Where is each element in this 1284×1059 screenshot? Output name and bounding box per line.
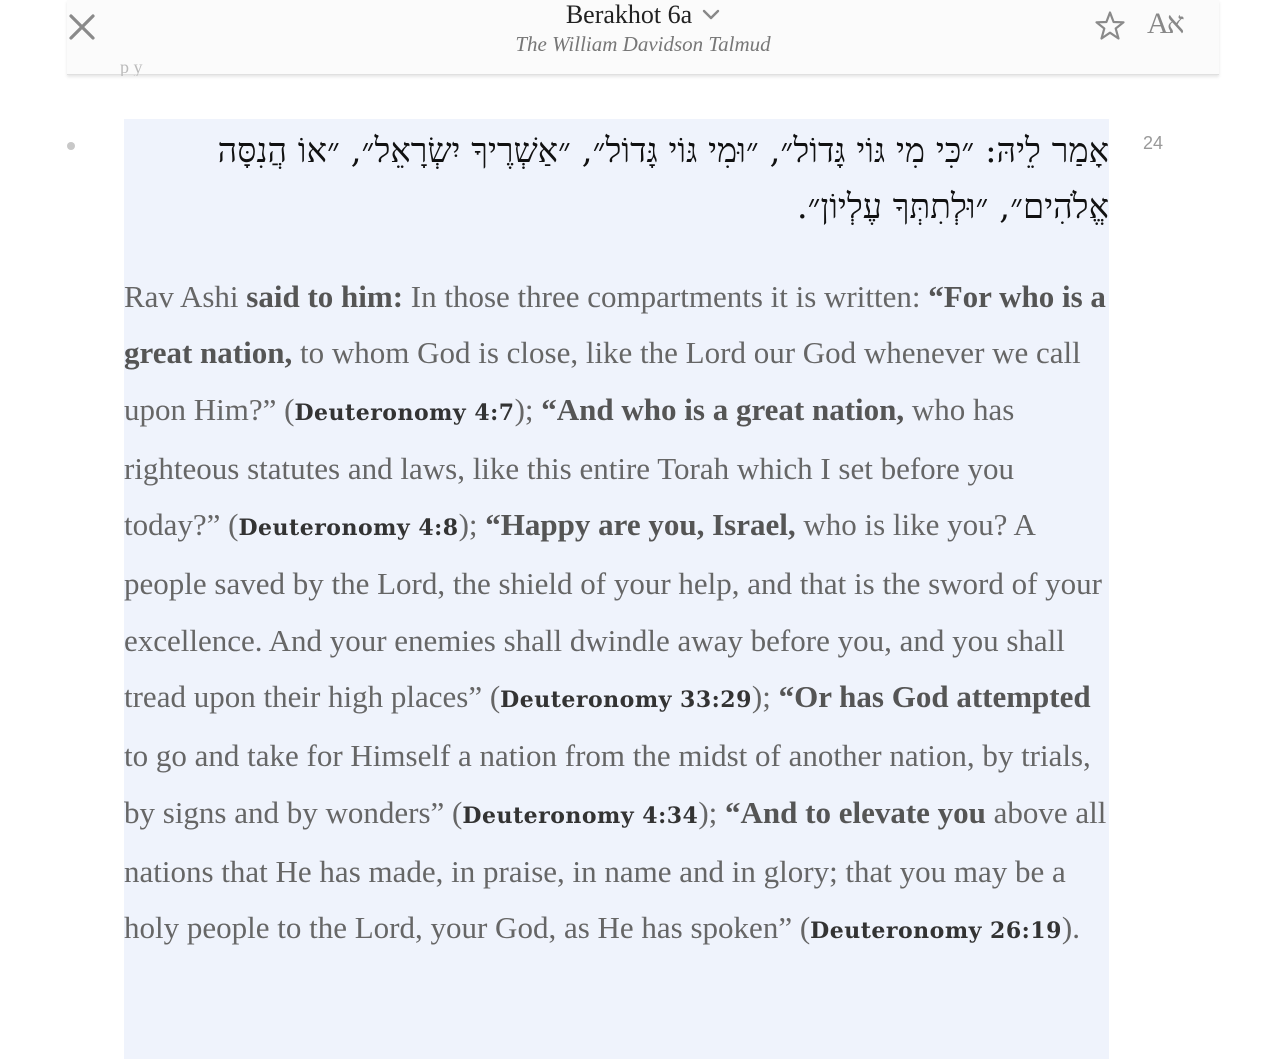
- citation-link[interactable]: Deuteronomy 4:8: [238, 515, 459, 542]
- english-text-part: );: [751, 679, 779, 715]
- segment-number: 24: [1143, 133, 1164, 153]
- english-text-part: );: [458, 507, 486, 543]
- english-text-part: above all nations that He has made, in praise, in name and in glory; that you may be a holy people to the Lord, your God, as He has spoken” (: [124, 794, 1107, 946]
- bookmark-button[interactable]: [1094, 10, 1126, 42]
- chevron-down-icon: [702, 9, 720, 21]
- version-subtitle: The William Davidson Talmud: [515, 32, 771, 56]
- citation-link[interactable]: Deuteronomy 26:19: [810, 918, 1062, 945]
- english-text-part: Rav Ashi: [124, 279, 247, 314]
- hebrew-text: אָמַר לֵיהּ: ״כִּי מִי גּוֹי גָּדוֹל״, ״וּמִי גּוֹי גָּדוֹל״, ״אַשְׁרֶיךָ יִשְׂרָאֵל״, ״אוֹ הֲנִסָּה אֱלֹהִים״, ״וּלְתִתְּךָ עֶלְיוֹן״.: [217, 131, 1109, 227]
- citation-link[interactable]: Deuteronomy 33:29: [500, 687, 752, 714]
- english-text-part: to go and take for Himself a nation from the midst of another nation, by trials, by signs and by wonders” (: [124, 738, 1091, 830]
- english-bold-phrase: “Or has God attempted: [778, 679, 1091, 715]
- english-bold-phrase: “And who is a great nation,: [541, 391, 905, 427]
- english-text-part: In those three compartments it is written:: [403, 279, 929, 314]
- english-text-part: who has righteous statutes and laws, like this entire Torah which I set before you today?” (: [124, 391, 1015, 543]
- english-text-part: );: [698, 794, 725, 830]
- english-bold-phrase: “Happy are you, Israel,: [485, 507, 796, 543]
- english-bold-phrase: “And to elevate you: [725, 794, 986, 830]
- english-text-part: to whom God is close, like the Lord our God whenever we call upon Him?” (: [124, 335, 1081, 427]
- english-text-part: );: [514, 391, 542, 427]
- text-title-dropdown[interactable]: [566, 0, 720, 30]
- text-segment[interactable]: [124, 119, 1109, 1059]
- overscroll-text-fragment: p y: [120, 62, 143, 76]
- english-text-part: ).: [1061, 910, 1080, 946]
- title-block: [67, 0, 1219, 56]
- citation-link[interactable]: Deuteronomy 4:34: [462, 802, 699, 829]
- english-bold-phrase: “For who is a great nation,: [124, 279, 1106, 371]
- star-icon: [1094, 10, 1126, 42]
- english-text-part: who is like you? A people saved by the Lord, the shield of your help, and that is the sword of your excellence. And your enemies shall dwindle away before you, and you shall tread upon their high places” (: [124, 507, 1102, 715]
- english-bold-phrase: said to him:: [246, 279, 404, 314]
- english-translation: [124, 269, 1109, 960]
- reader-header: [67, 0, 1219, 75]
- language-toggle-button[interactable]: Aא: [1147, 7, 1183, 40]
- segment-bullet: [67, 142, 75, 150]
- page-title: Berakhot 6a: [565, 0, 693, 29]
- citation-link[interactable]: Deuteronomy 4:7: [294, 399, 515, 426]
